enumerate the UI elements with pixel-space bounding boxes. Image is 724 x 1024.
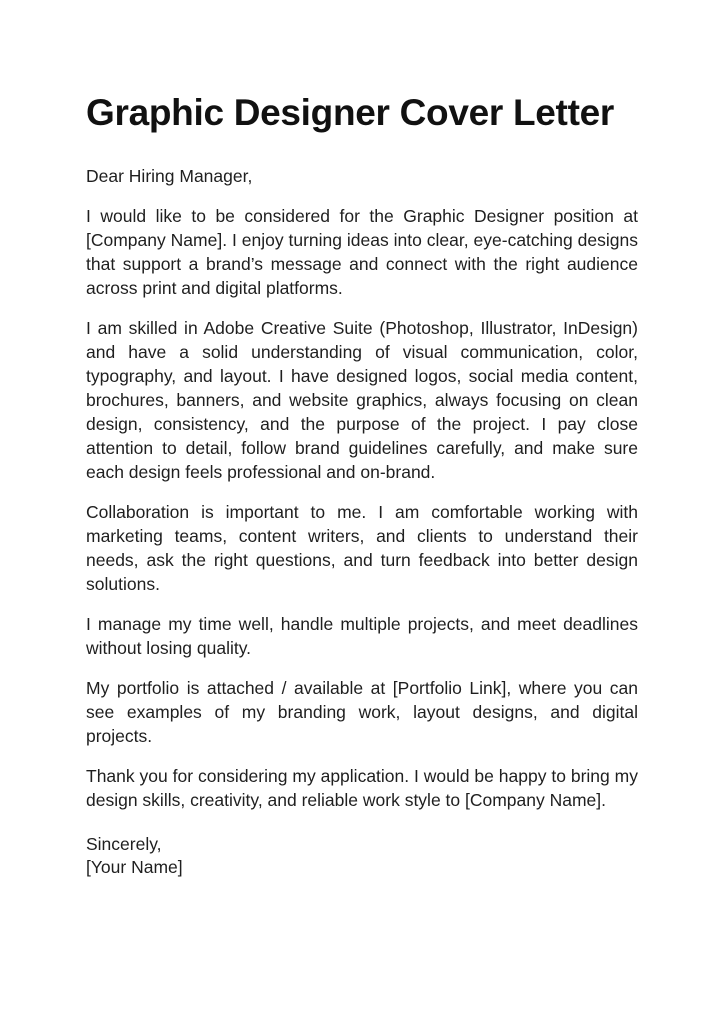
letter-salutation: Dear Hiring Manager,	[86, 166, 253, 186]
letter-paragraph-2: I am skilled in Adobe Creative Suite (Photoshop, Illustrator, InDesign) and have a solid understanding of visual communication, color, typography, and layout. I have designed logos, social media content, brochures, banners, and website graphics, always focusing on clean design, consistency, and the purpose of the project. I pay close attention to detail, follow brand guidelines carefully, and make sure each design feels professional and on-brand.	[86, 318, 638, 482]
letter-paragraph-5: My portfolio is attached / available at [Portfolio Link], where you can see examples of my branding work, layout designs, and digital projects.	[86, 678, 638, 746]
cover-letter-body	[86, 0, 638, 879]
letter-paragraph-4: I manage my time well, handle multiple projects, and meet deadlines without losing quality.	[86, 614, 638, 658]
closing-signature: [Your Name]	[86, 857, 183, 877]
closing-valediction: Sincerely,	[86, 834, 162, 854]
letter-closing	[86, 812, 638, 879]
letter-paragraph-3: Collaboration is important to me. I am comfortable working with marketing teams, content writers, and clients to understand their needs, ask the right questions, and turn feedback into better design solutions.	[86, 502, 638, 594]
letter-paragraph-1: I would like to be considered for the Graphic Designer position at [Company Name]. I enjoy turning ideas into clear, eye-catching designs that support a brand’s message and connect with the right audience across print and digital platforms.	[86, 206, 638, 298]
page-title: Graphic Designer Cover Letter	[86, 92, 614, 133]
letter-paragraph-6: Thank you for considering my application. I would be happy to bring my design skills, creativity, and reliable work style to [Company Name].	[86, 766, 638, 810]
